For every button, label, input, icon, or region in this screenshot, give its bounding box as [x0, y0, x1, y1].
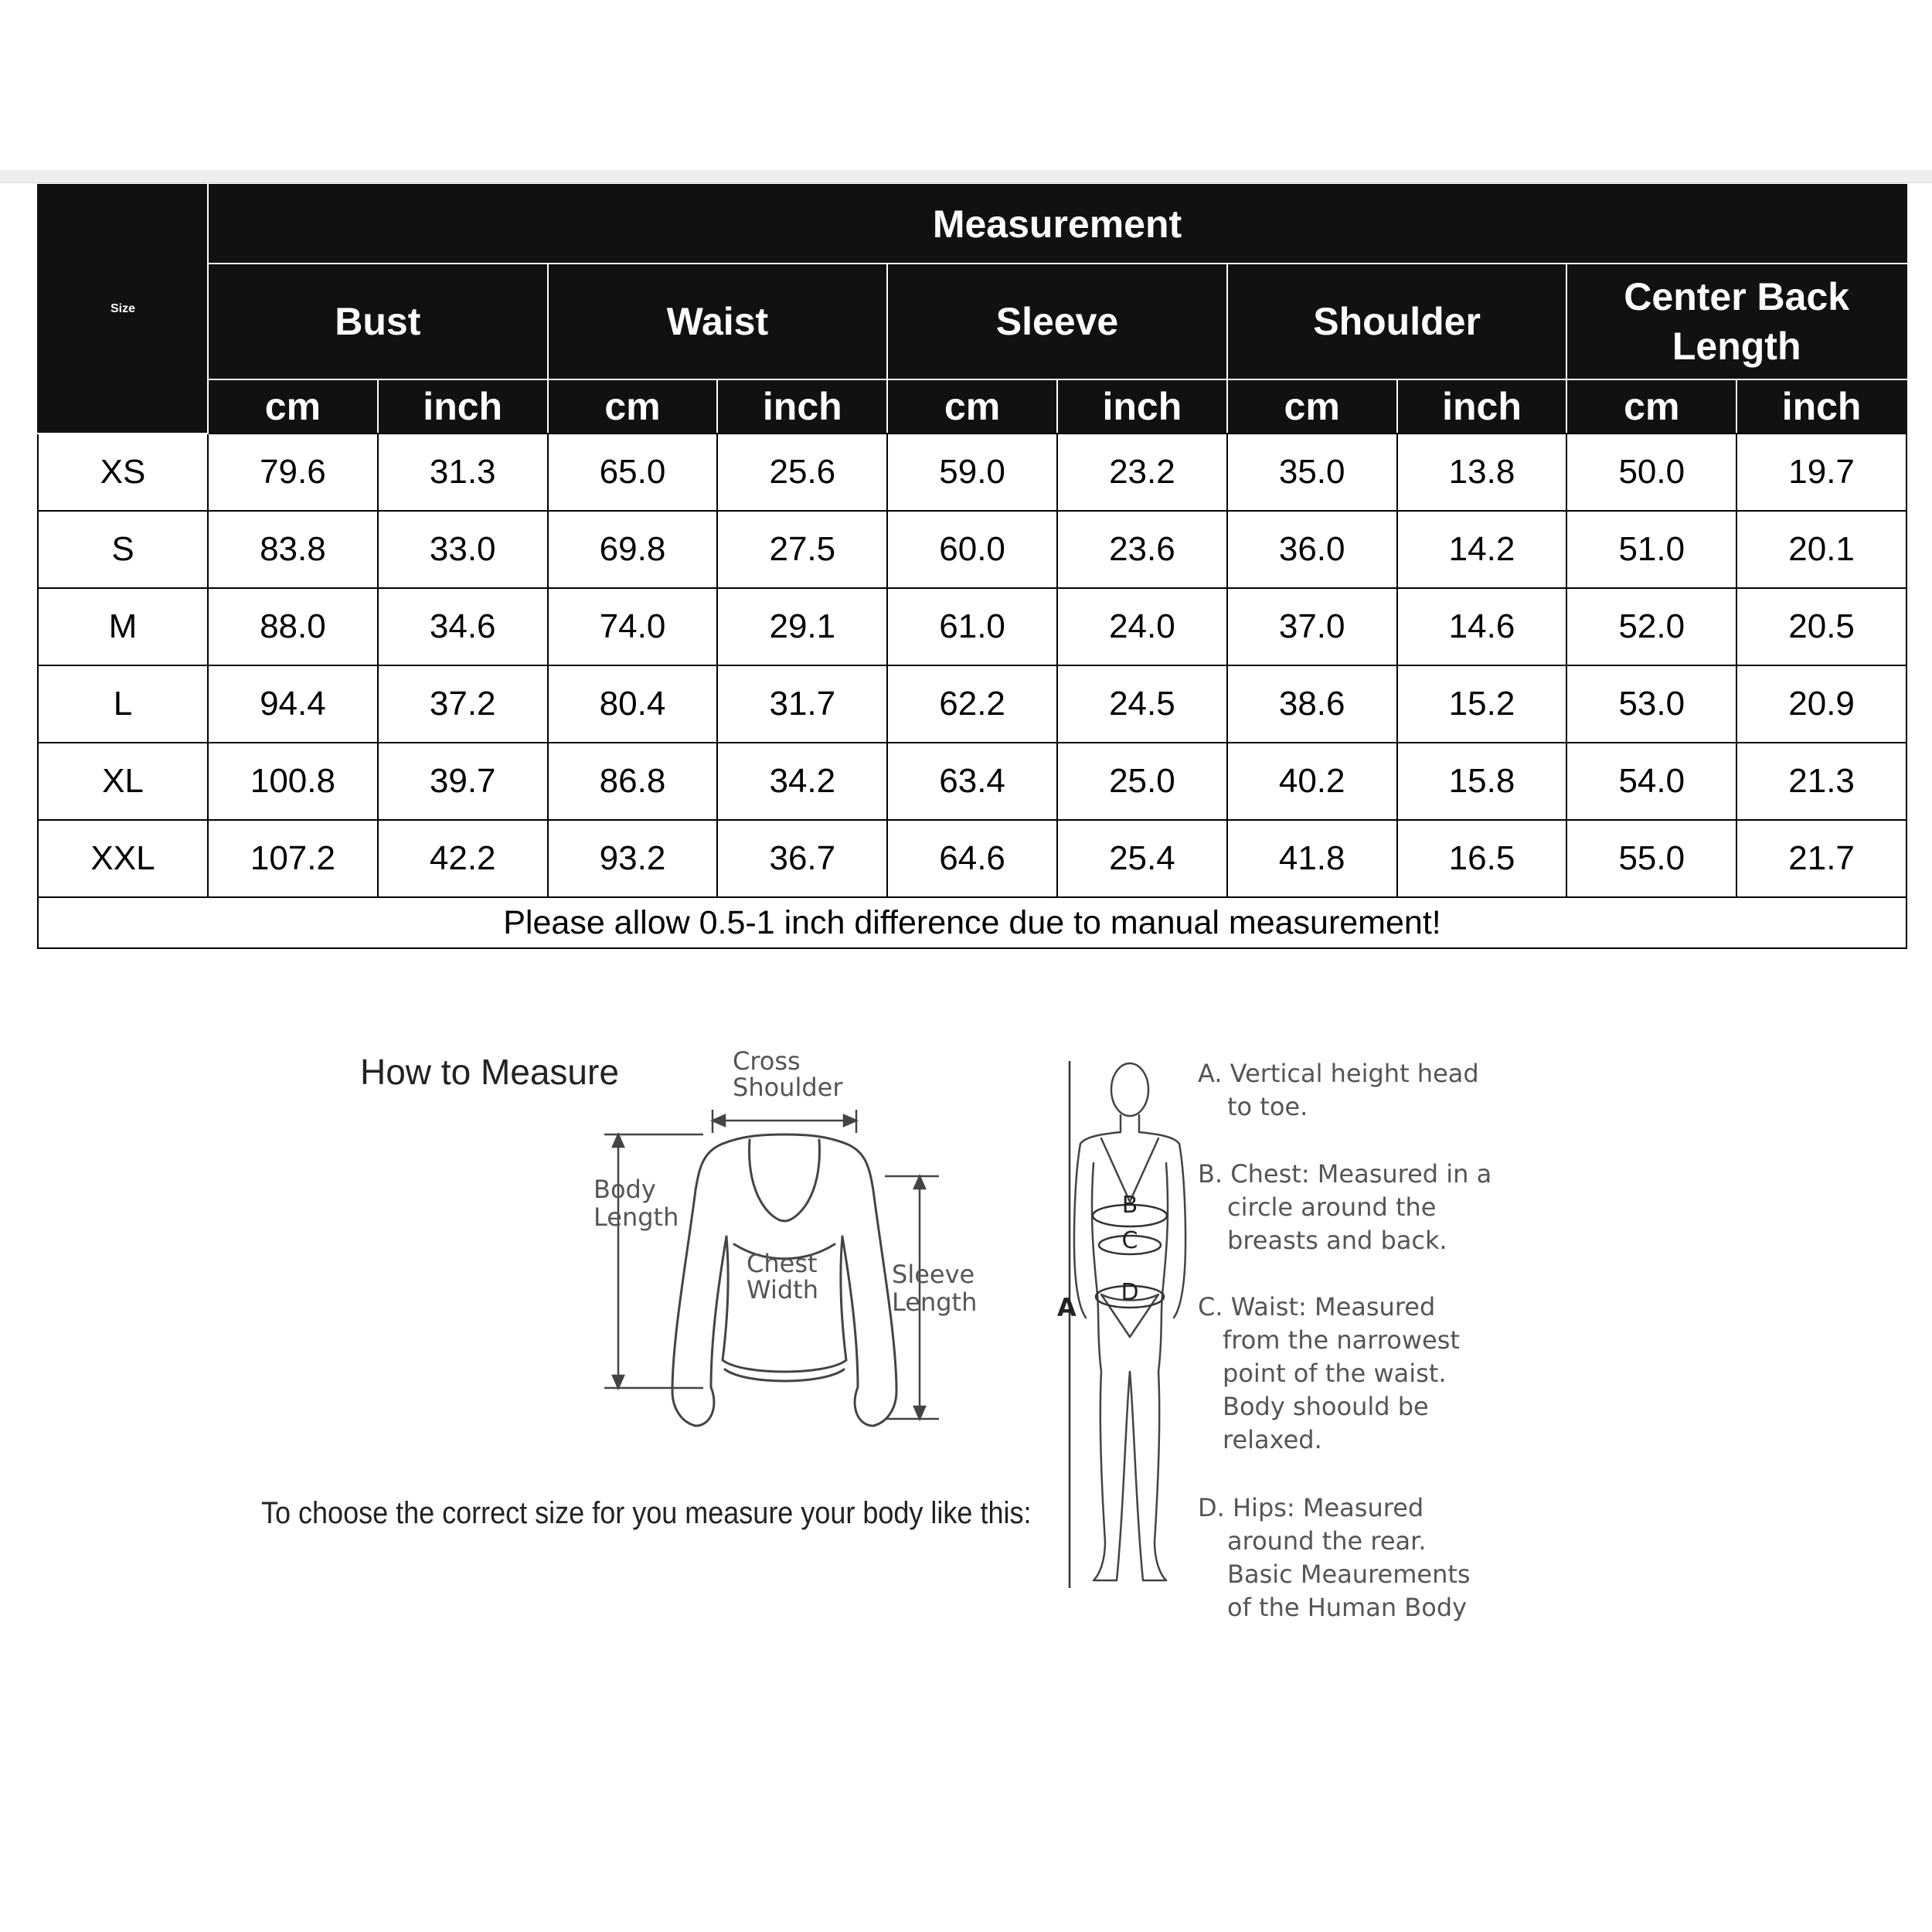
measurement-cell: 38.6: [1227, 665, 1397, 743]
table-row: [38, 588, 1906, 665]
measurement-cell: 74.0: [548, 588, 718, 665]
measurement-cell: 37.2: [378, 665, 548, 743]
measurement-cell: 31.3: [378, 434, 548, 511]
cross-shoulder-label-line2: Shoulder: [733, 1073, 843, 1102]
measurement-cell: 61.0: [887, 588, 1057, 665]
marker-a: A: [1057, 1293, 1077, 1322]
size-cell: M: [38, 588, 208, 665]
table-row: [38, 511, 1906, 588]
legend-d-line: Basic Meaurements: [1227, 1560, 1471, 1589]
spreadsheet-header-strip: [0, 170, 1932, 183]
measurement-cell: 13.8: [1397, 434, 1567, 511]
measurement-cell: 100.8: [208, 743, 378, 820]
measurement-cell: 14.6: [1397, 588, 1567, 665]
measurement-note: Please allow 0.5-1 inch difference due to manual measurement!: [38, 897, 1906, 948]
how-to-measure-title: How to Measure: [360, 1052, 619, 1092]
group-header-waist: Waist: [548, 264, 888, 379]
measurement-cell: 86.8: [548, 743, 718, 820]
legend-c-line: relaxed.: [1223, 1425, 1322, 1454]
measurement-cell: 53.0: [1566, 665, 1736, 743]
size-chart-table: [37, 184, 1907, 949]
legend-d-line: around the rear.: [1227, 1526, 1427, 1556]
measurement-cell: 23.2: [1057, 434, 1227, 511]
legend-a: [1198, 1057, 1479, 1124]
measurement-cell: 25.0: [1057, 743, 1227, 820]
measurement-cell: 63.4: [887, 743, 1057, 820]
measurement-cell: 64.6: [887, 820, 1057, 897]
sleeve-length-label-line1: Sleeve: [892, 1260, 975, 1289]
legend-d-line: D. Hips: Measured: [1198, 1493, 1424, 1522]
measurement-cell: 36.0: [1227, 511, 1397, 588]
measurement-cell: 69.8: [548, 511, 718, 588]
measurement-cell: 16.5: [1397, 820, 1567, 897]
measurement-cell: 62.2: [887, 665, 1057, 743]
measurement-cell: 83.8: [208, 511, 378, 588]
measurement-cell: 54.0: [1566, 743, 1736, 820]
unit-header-inch: inch: [717, 379, 887, 434]
measurement-cell: 40.2: [1227, 743, 1397, 820]
table-row: [38, 743, 1906, 820]
measurement-cell: 60.0: [887, 511, 1057, 588]
measurement-cell: 15.2: [1397, 665, 1567, 743]
measurement-cell: 34.2: [717, 743, 887, 820]
unit-header-cm: cm: [1566, 379, 1736, 434]
legend-b-line: breasts and back.: [1227, 1226, 1447, 1255]
size-cell: L: [38, 665, 208, 743]
measurement-cell: 35.0: [1227, 434, 1397, 511]
unit-header-inch: inch: [1736, 379, 1906, 434]
measurement-cell: 25.4: [1057, 820, 1227, 897]
legend-a-line: A. Vertical height head: [1198, 1059, 1479, 1088]
measurement-cell: 24.5: [1057, 665, 1227, 743]
measurement-cell: 33.0: [378, 511, 548, 588]
unit-header-inch: inch: [1397, 379, 1567, 434]
chest-width-label-line2: Width: [747, 1275, 818, 1304]
legend-c-line: point of the waist.: [1223, 1359, 1447, 1388]
measurement-cell: 59.0: [887, 434, 1057, 511]
legend-c-line: from the narrowest: [1223, 1325, 1460, 1355]
table-row: [38, 434, 1906, 511]
group-header-bust: Bust: [208, 264, 548, 379]
group-header-sleeve: Sleeve: [887, 264, 1227, 379]
legend-c-line: C. Waist: Measured: [1198, 1292, 1436, 1321]
center-back-line2: Length: [1672, 325, 1801, 368]
measurement-cell: 94.4: [208, 665, 378, 743]
sleeve-length-label-line2: Length: [892, 1287, 978, 1317]
table-row: [38, 665, 1906, 743]
measurement-cell: 29.1: [717, 588, 887, 665]
body-figure-diagram: [1059, 1047, 1198, 1604]
legend-d: [1198, 1492, 1471, 1624]
unit-header-inch: inch: [378, 379, 548, 434]
body-length-label-line1: Body: [594, 1175, 656, 1204]
measurement-cell: 50.0: [1566, 434, 1736, 511]
legend-c-line: Body shoould be: [1223, 1392, 1429, 1421]
marker-c: C: [1121, 1227, 1138, 1254]
unit-header-cm: cm: [887, 379, 1057, 434]
measurement-cell: 20.1: [1736, 511, 1906, 588]
measurement-cell: 20.9: [1736, 665, 1906, 743]
how-to-measure-instruction: To choose the correct size for you measure your body like this:: [261, 1496, 1032, 1530]
measurement-cell: 41.8: [1227, 820, 1397, 897]
size-cell: S: [38, 511, 208, 588]
marker-d: D: [1121, 1279, 1139, 1306]
chest-width-label-line1: Chest: [747, 1249, 818, 1278]
measurement-cell: 107.2: [208, 820, 378, 897]
measurement-cell: 25.6: [717, 434, 887, 511]
body-length-label-line2: Length: [594, 1202, 679, 1232]
unit-header-cm: cm: [548, 379, 718, 434]
group-header-shoulder: Shoulder: [1227, 264, 1567, 379]
unit-header-inch: inch: [1057, 379, 1227, 434]
cross-shoulder-label-line1: Cross: [733, 1046, 801, 1076]
unit-header-cm: cm: [208, 379, 378, 434]
measurement-cell: 37.0: [1227, 588, 1397, 665]
measurement-cell: 34.6: [378, 588, 548, 665]
measurement-cell: 65.0: [548, 434, 718, 511]
size-header: Size: [38, 185, 208, 434]
measurement-cell: 15.8: [1397, 743, 1567, 820]
size-cell: XS: [38, 434, 208, 511]
measurement-cell: 79.6: [208, 434, 378, 511]
measurement-cell: 21.3: [1736, 743, 1906, 820]
legend-b-line: circle around the: [1227, 1192, 1437, 1222]
size-cell: XL: [38, 743, 208, 820]
center-back-line1: Center Back: [1624, 275, 1850, 318]
measurement-cell: 27.5: [717, 511, 887, 588]
measurement-cell: 52.0: [1566, 588, 1736, 665]
measurement-cell: 39.7: [378, 743, 548, 820]
legend-c: [1198, 1291, 1460, 1457]
measurement-cell: 42.2: [378, 820, 548, 897]
size-cell: XXL: [38, 820, 208, 897]
measurement-cell: 21.7: [1736, 820, 1906, 897]
legend-b: [1198, 1158, 1492, 1257]
group-header-center-back-length: [1566, 264, 1906, 379]
legend-d-line: of the Human Body: [1227, 1593, 1468, 1622]
unit-header-cm: cm: [1227, 379, 1397, 434]
measurement-cell: 19.7: [1736, 434, 1906, 511]
legend-b-line: B. Chest: Measured in a: [1198, 1159, 1492, 1189]
measurement-cell: 31.7: [717, 665, 887, 743]
measurement-cell: 93.2: [548, 820, 718, 897]
measurement-cell: 14.2: [1397, 511, 1567, 588]
legend-a-line: to toe.: [1227, 1092, 1308, 1121]
measurement-cell: 24.0: [1057, 588, 1227, 665]
measurement-cell: 20.5: [1736, 588, 1906, 665]
measurement-cell: 55.0: [1566, 820, 1736, 897]
measurement-cell: 88.0: [208, 588, 378, 665]
table-row: [38, 820, 1906, 897]
measurement-header: Measurement: [208, 185, 1906, 264]
measurement-cell: 80.4: [548, 665, 718, 743]
measurement-cell: 51.0: [1566, 511, 1736, 588]
measurement-cell: 23.6: [1057, 511, 1227, 588]
marker-b: B: [1121, 1192, 1138, 1219]
measurement-cell: 36.7: [717, 820, 887, 897]
